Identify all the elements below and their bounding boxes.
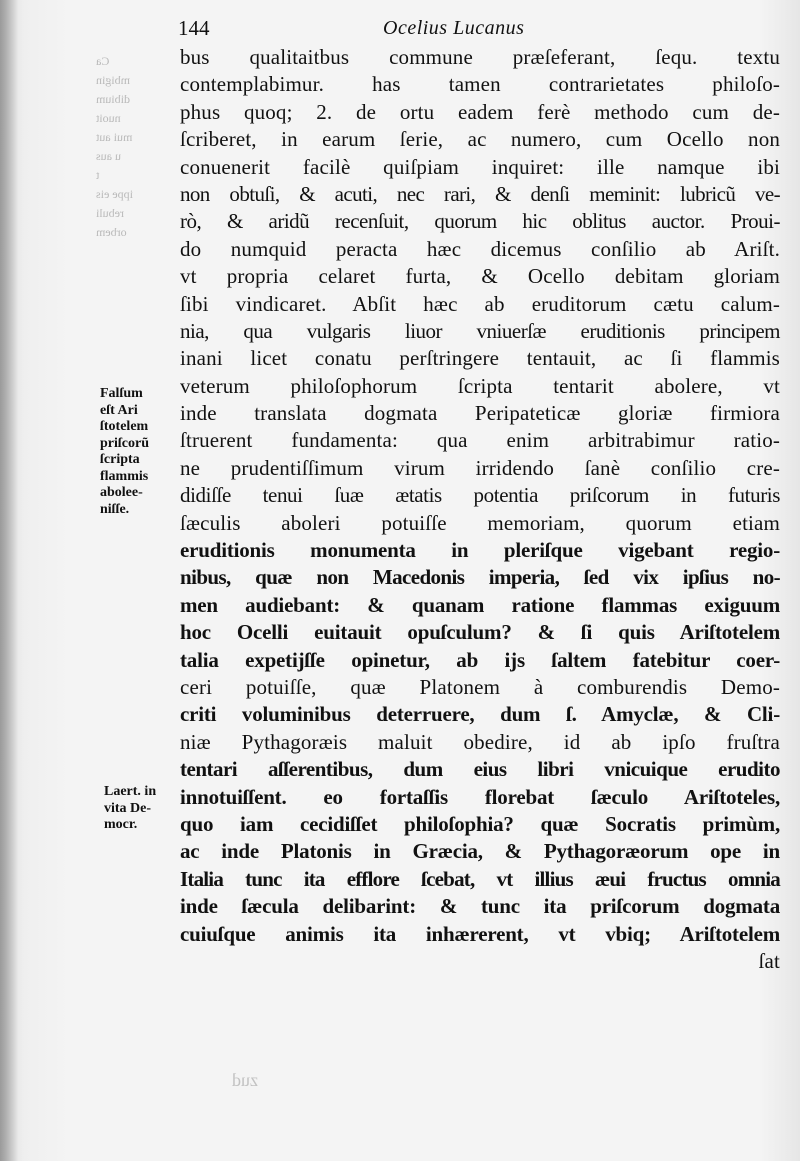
- text-line: vt propria celaret furta, & Ocello debitam gloriam: [180, 264, 780, 289]
- bleed-line: nuoit: [96, 111, 121, 125]
- text-line: inani licet conatu perſtringere tentauit, ac ſi flammis: [180, 346, 780, 371]
- binding-shadow: [0, 0, 18, 1161]
- text-line: talia expetijſſe opinetur, ab ijs ſaltem fatebitur coer-: [180, 647, 780, 672]
- bleed-line: t: [96, 168, 100, 182]
- margin-note-line: eſt Ari: [100, 402, 138, 418]
- body-text: [180, 44, 780, 975]
- bleed-line: dibium: [96, 92, 131, 106]
- text-line: didiſſe tenui ſuæ ætatis potentia priſcorum in futuris: [180, 483, 780, 508]
- text-line: inde ſæcula delibarint: & tunc ita priſcorum dogmata: [180, 894, 780, 919]
- text-line: ac inde Platonis in Græcia, & Pythagoræorum ope in: [180, 839, 780, 864]
- text-line: bus qualitaitbus commune præſeferant, ſequ. textu: [180, 45, 780, 69]
- page-number: 144: [178, 16, 210, 40]
- text-line: conuenerit facilè quiſpiam inquiret: ille namque ibi: [180, 154, 780, 179]
- margin-note-line: niſſe.: [100, 501, 130, 517]
- bleed-line: ippe eis: [96, 187, 133, 201]
- text-line: eruditionis monumenta in pleriſque vigebant regio-: [180, 538, 780, 563]
- text-line: Italia tunc ita efflore ſcebat, vt illius æui fructus omnia: [180, 866, 780, 891]
- text-line: do numquid peracta hæc dicemus conſilio ab Ariſt.: [180, 236, 780, 261]
- margin-note-line: priſcorũ: [100, 435, 149, 451]
- catchword: ſat: [758, 948, 780, 973]
- text-line: quo iam cecidiſſet philoſophia? quæ Socratis primùm,: [180, 811, 780, 836]
- bleed-through-margin: [96, 52, 176, 242]
- text-line: nibus, quæ non Macedonis imperia, ſed vix ipſius no-: [180, 565, 780, 590]
- text-line: nia, qua vulgaris liuor vniuerſæ eruditionis principem: [180, 318, 780, 343]
- page-header: [178, 14, 768, 44]
- margin-note-line: Laert. in: [104, 784, 157, 799]
- margin-note-line: mocr.: [104, 817, 138, 832]
- text-line: hoc Ocelli euitauit opuſculum? & ſi quis Ariſtotelem: [180, 620, 780, 645]
- text-line: ſibi vindicaret. Abſit hæc ab eruditorum cætu calum-: [180, 291, 780, 316]
- text-line: contemplabimur. has tamen contrarietates philoſo-: [180, 72, 780, 97]
- margin-note-line: vita De-: [104, 800, 152, 816]
- text-line: ceri potuiſſe, quæ Platonem à comburendis Demo-: [180, 674, 780, 699]
- text-line: ne prudentiſſimum virum irridendo ſanè conſilio cre-: [180, 455, 780, 480]
- text-line: cuiuſque animis ita inhærerent, vt vbiq; Ariſtotelem: [180, 921, 780, 946]
- bleed-line: orbem: [96, 225, 127, 239]
- text-line: phus quoq; 2. de ortu eadem ferè methodo cum de-: [180, 99, 780, 124]
- text-line: innotuiſſent. eo fortaſſis florebat ſæculo Ariſtoteles,: [180, 784, 780, 809]
- text-line: non obtuſi, & acuti, nec rari, & denſi meminit: lubricũ ve-: [180, 181, 780, 206]
- text-line: ſtruerent fundamenta: qua enim arbitrabimur ratio-: [180, 428, 780, 453]
- bleed-line: u aus: [96, 149, 121, 163]
- text-line: criti voluminibus deterruere, dum ſ. Amyclæ, & Cli-: [180, 702, 780, 727]
- text-line: ſcriberet, in earum ſerie, ac numero, cum Ocello non: [180, 127, 780, 152]
- margin-note-line: ſtotelem: [100, 419, 149, 434]
- margin-note-laertius: [104, 784, 156, 834]
- margin-note-line: Falſum: [100, 386, 143, 401]
- margin-note-line: abolee-: [100, 485, 143, 500]
- bleed-line: mbigin: [96, 73, 131, 87]
- margin-note-line: ſcripta: [100, 452, 140, 467]
- text-line: inde translata dogmata Peripateticæ gloriæ firmiora: [180, 401, 780, 426]
- bleed-line: mui aut: [96, 130, 133, 144]
- text-line: men audiebant: & quanam ratione flammas exiguum: [180, 592, 780, 617]
- bleed-line: Ca: [96, 54, 110, 68]
- text-line: rò, & aridũ recenſuit, quorum hic oblitus auctor. Proui-: [180, 209, 780, 234]
- text-line: tentari aſſerentibus, dum eius libri vnicuique erudito: [180, 757, 780, 782]
- margin-note-line: flammis: [100, 468, 149, 484]
- running-head: Ocelius Lucanus: [383, 17, 525, 39]
- margin-note-falsum: [100, 386, 149, 518]
- text-line: veterum philoſophorum ſcripta tentarit abolere, vt: [180, 373, 780, 398]
- text-line: niæ Pythagoræis maluit obedire, id ab ipſo fruſtra: [180, 729, 780, 754]
- text-line: ſæculis aboleri potuiſſe memoriam, quorum etiam: [180, 510, 780, 535]
- bleed-through-bottom: zud: [232, 1070, 258, 1090]
- bleed-line: rebuli: [96, 206, 124, 220]
